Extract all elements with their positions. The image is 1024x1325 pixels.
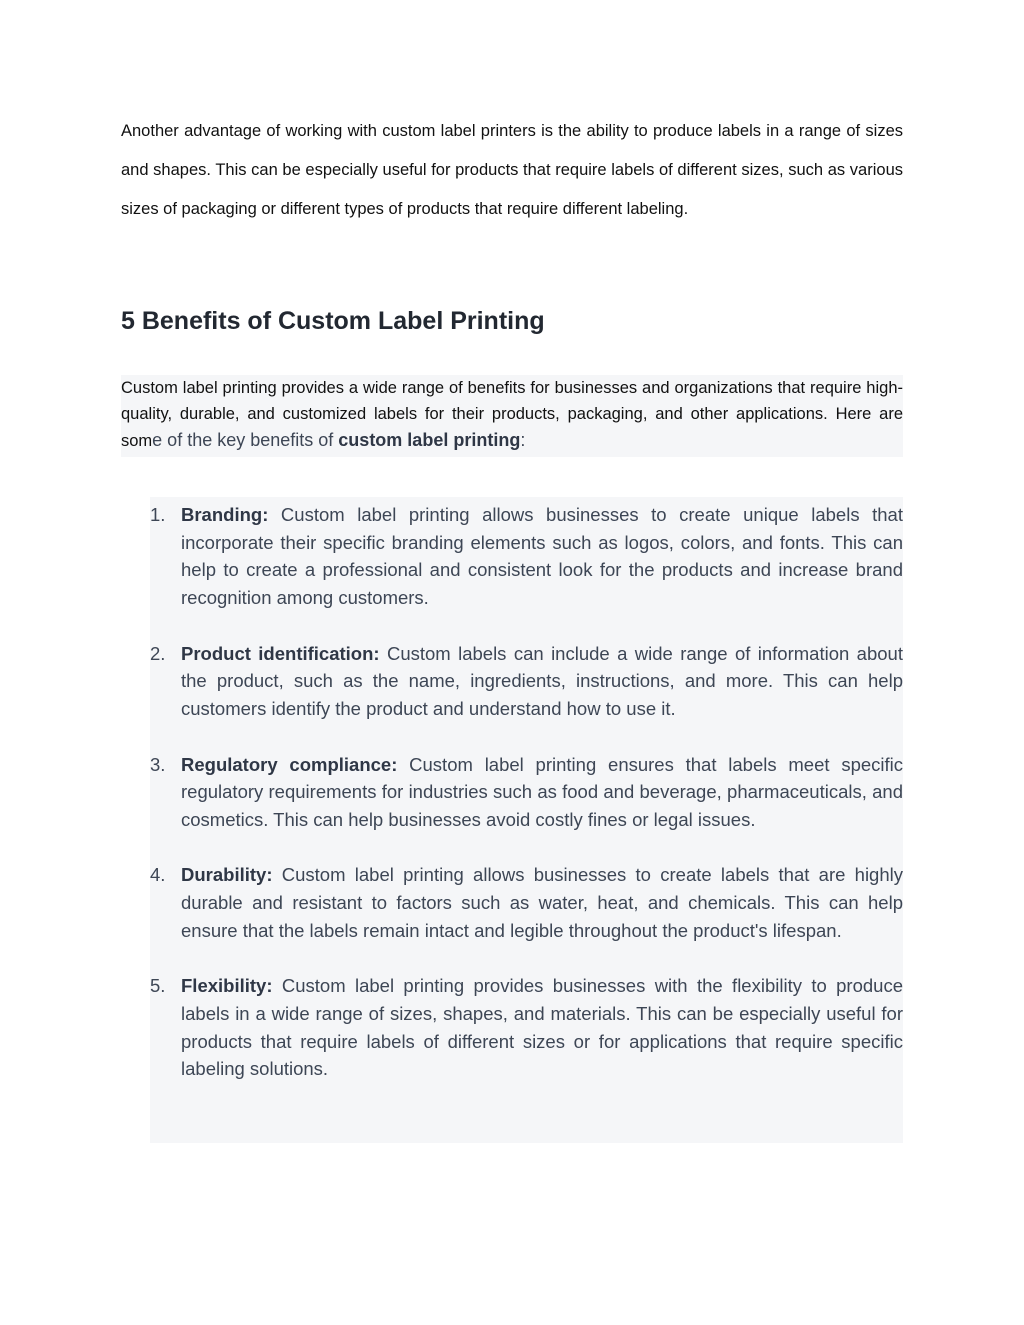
benefit-number: 4. bbox=[150, 864, 166, 886]
benefit-text: Custom label printing ensures that labels meet specific regulatory requirements for industries such as food and beverage, pharmaceuticals, and cosmetics. This can help businesses avoid costly fines or legal issues. bbox=[181, 753, 904, 830]
benefit-title: Regulatory compliance: bbox=[181, 753, 398, 775]
benefit-title: Durability: bbox=[181, 864, 273, 886]
benefit-text: Custom label printing allows businesses to create labels that are highly durable and resistant to factors such as water, heat, and chemicals. This can help ensure that the labels remain intact and legible throughout the product's lifespan. bbox=[181, 864, 903, 941]
benefit-item-product-identification bbox=[150, 640, 903, 723]
benefit-text: Custom label printing allows businesses to create unique labels that incorporate their specific branding elements such as logos, colors, and fonts. This can help to create a professional and consistent look for the products and increase brand recognition among customers. bbox=[181, 504, 903, 609]
benefit-number: 1. bbox=[150, 504, 166, 525]
lead-end: : bbox=[520, 430, 526, 450]
benefit-number: 5. bbox=[150, 975, 166, 997]
section-heading: 5 Benefits of Custom Label Printing bbox=[121, 307, 545, 335]
lead-bold-phrase: custom label printing bbox=[338, 430, 521, 450]
benefit-title: Branding: bbox=[181, 504, 269, 525]
benefit-number: 2. bbox=[150, 642, 166, 664]
lead-text: Custom label printing provides a wide range of benefits for businesses and organizations that require high-quality, durable, and customized labels for their products, packaging, and other applications. Here are som bbox=[121, 379, 903, 450]
benefit-item-branding bbox=[150, 501, 903, 612]
benefit-item-durability bbox=[150, 861, 903, 944]
lead-paragraph bbox=[121, 375, 903, 457]
benefit-number: 3. bbox=[150, 753, 166, 775]
benefit-text: Custom label printing provides businesses with the flexibility to produce labels in a wide range of sizes, shapes, and materials. This can be especially useful for products that require labels of different sizes or for applications that require specific labeling solutions. bbox=[181, 975, 903, 1080]
lead-tail: e of the key benefits of bbox=[152, 430, 339, 450]
benefit-text: Custom labels can include a wide range of information about the product, such as the name, ingredients, instructions, and more. This can help customers identify the product and understand how to use it. bbox=[181, 642, 903, 720]
benefit-item-flexibility bbox=[150, 972, 903, 1083]
benefits-list bbox=[150, 501, 903, 1111]
benefit-item-regulatory-compliance bbox=[150, 751, 903, 834]
benefit-title: Flexibility: bbox=[181, 975, 273, 997]
benefit-title: Product identification: bbox=[181, 642, 380, 664]
intro-paragraph: Another advantage of working with custom label printers is the ability to produce labels in a range of sizes and shapes. This can be especially useful for products that require labels of different sizes, such as various sizes of packaging or different types of products that require different labeling. bbox=[121, 122, 903, 218]
